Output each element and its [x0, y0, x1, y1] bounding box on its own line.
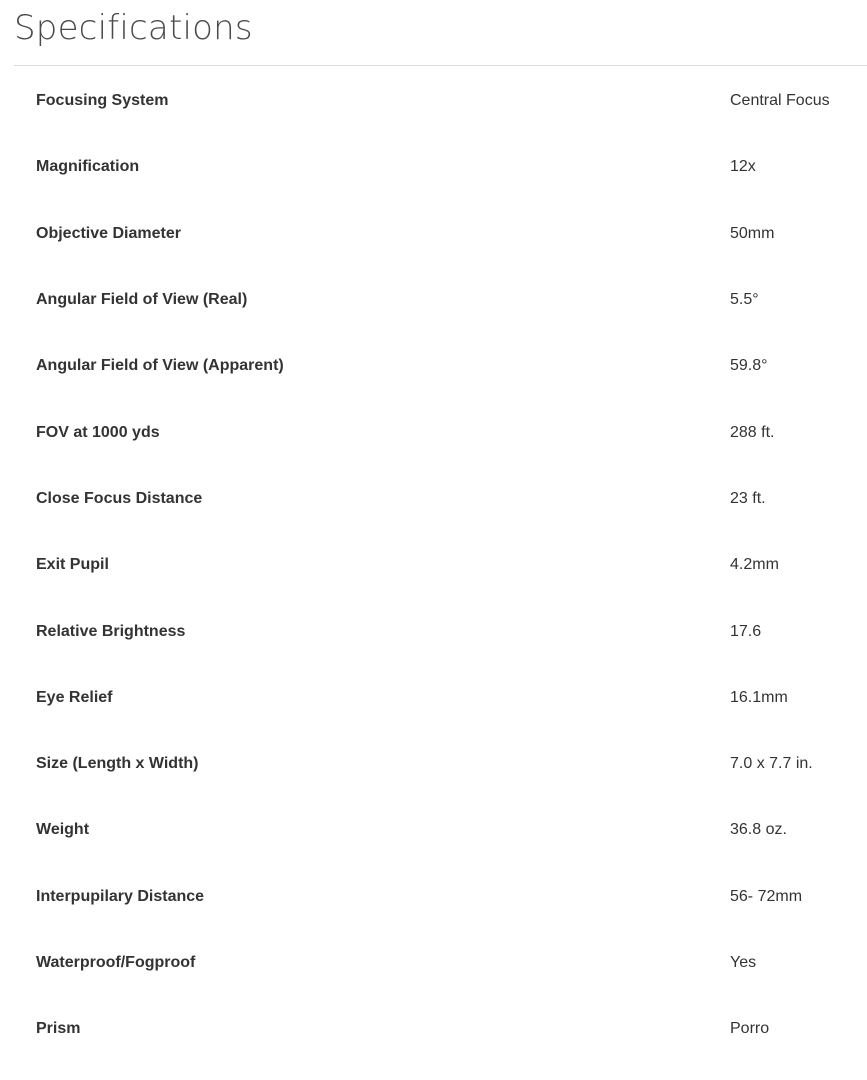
spec-label-relative-brightness: Relative Brightness [36, 622, 186, 640]
spec-value-close-focus-distance: 23 ft. [730, 489, 766, 507]
spec-value-focusing-system: Central Focus [730, 92, 830, 110]
spec-value-prism: Porro [730, 1020, 770, 1038]
table-row [14, 532, 867, 598]
spec-label-fov-1000-yds: FOV at 1000 yds [36, 423, 160, 441]
spec-value-eye-relief: 16.1mm [730, 688, 788, 706]
table-row [14, 930, 867, 996]
spec-label-close-focus-distance: Close Focus Distance [36, 489, 203, 507]
spec-label-magnification: Magnification [36, 158, 140, 176]
spec-label-objective-diameter: Objective Diameter [36, 224, 181, 242]
spec-value-size: 7.0 x 7.7 in. [730, 755, 813, 773]
spec-value-objective-diameter: 50mm [730, 224, 775, 242]
table-row [14, 864, 867, 930]
spec-label-angular-fov-apparent: Angular Field of View (Apparent) [36, 357, 284, 375]
table-row [14, 333, 867, 399]
spec-value-interpupilary-distance: 56- 72mm [730, 887, 803, 905]
spec-value-weight: 36.8 oz. [730, 821, 787, 839]
spec-value-angular-fov-apparent: 59.8° [730, 357, 768, 375]
table-row [14, 68, 867, 134]
page-title: Specifications [14, 8, 253, 48]
spec-label-interpupilary-distance: Interpupilary Distance [36, 887, 205, 905]
spec-value-relative-brightness: 17.6 [730, 622, 762, 640]
spec-label-waterproof-fogproof: Waterproof/Fogproof [36, 954, 196, 971]
spec-value-angular-fov-real: 5.5° [730, 291, 759, 309]
spec-value-fov-1000-yds: 288 ft. [730, 423, 775, 441]
spec-value-exit-pupil: 4.2mm [730, 556, 779, 574]
title-divider [14, 65, 867, 66]
spec-value-waterproof-fogproof: Yes [730, 954, 757, 971]
spec-label-weight: Weight [36, 821, 90, 839]
spec-label-angular-fov-real: Angular Field of View (Real) [36, 291, 248, 309]
spec-label-focusing-system: Focusing System [36, 92, 169, 110]
spec-label-eye-relief: Eye Relief [36, 688, 113, 706]
table-row [14, 267, 867, 333]
table-row [14, 665, 867, 731]
table-row [14, 399, 867, 465]
table-row [14, 996, 867, 1062]
spec-label-exit-pupil: Exit Pupil [36, 556, 109, 574]
spec-label-size: Size (Length x Width) [36, 755, 199, 773]
spec-value-magnification: 12x [730, 158, 756, 176]
table-row [14, 797, 867, 863]
table-row [14, 731, 867, 797]
table-row [14, 598, 867, 664]
table-row [14, 466, 867, 532]
table-row [14, 134, 867, 200]
spec-label-prism: Prism [36, 1020, 81, 1038]
specifications-table [14, 68, 867, 1062]
table-row [14, 201, 867, 267]
